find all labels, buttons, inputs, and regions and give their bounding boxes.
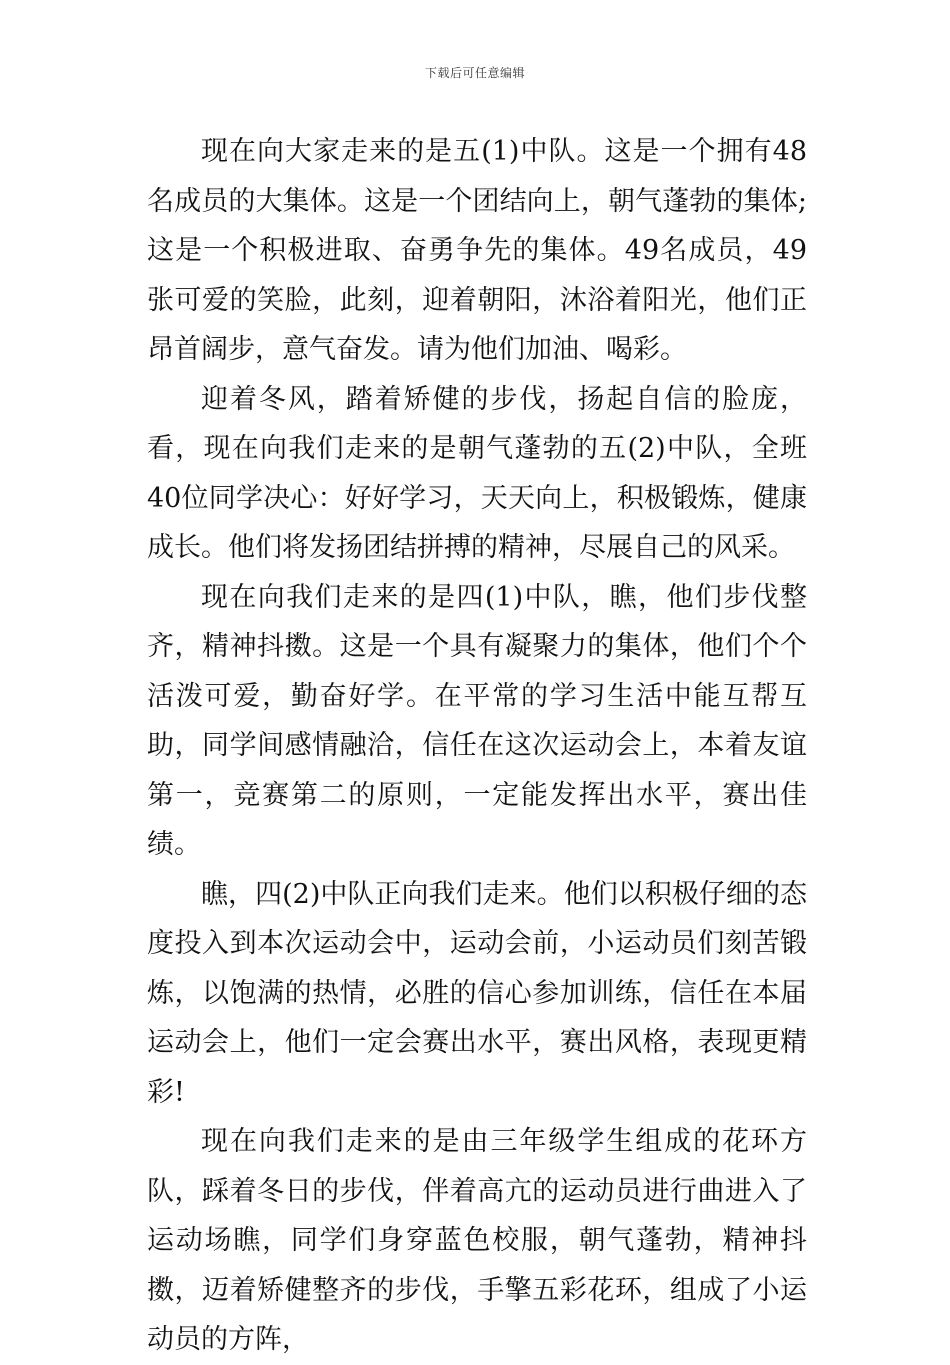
page-header: 下载后可任意编辑 bbox=[424, 66, 525, 80]
paragraph-1: 现在向大家走来的是五(1)中队。这是一个拥有48名成员的大集体。这是一个团结向上，朝气蓬勃的集体;这是一个积极进取、奋勇争先的集体。49名成员，49张可爱的笑脸，此刻，迎着朝阳，沐浴着阳光，他们正昂首阔步，意气奋发。请为他们加油、喝彩。 bbox=[147, 136, 807, 365]
document-body bbox=[147, 127, 807, 1365]
paragraph-4: 瞧，四(2)中队正向我们走来。他们以积极仔细的态度投入到本次运动会中，运动会前，小运动员们刻苦锻炼，以饱满的热情，必胜的信心参加训练，信任在本届运动会上，他们一定会赛出水平，赛出风格，表现更精彩! bbox=[147, 878, 807, 1108]
paragraph-2: 迎着冬风，踏着矫健的步伐，扬起自信的脸庞，看，现在向我们走来的是朝气蓬勃的五(2)中队，全班40位同学决心：好好学习，天天向上，积极锻炼，健康成长。他们将发扬团结拼搏的精神，尽展自己的风采。 bbox=[147, 383, 807, 563]
paragraph-3: 现在向我们走来的是四(1)中队，瞧，他们步伐整齐，精神抖擞。这是一个具有凝聚力的集体，他们个个活泼可爱，勤奋好学。在平常的学习生活中能互帮互助，同学间感情融洽，信任在这次运动会上，本着友谊第一，竞赛第二的原则，一定能发挥出水平，赛出佳绩。 bbox=[147, 581, 807, 860]
paragraph-5: 现在向我们走来的是由三年级学生组成的花环方队，踩着冬日的步伐，伴着高亢的运动员进行曲进入了运动场瞧，同学们身穿蓝色校服，朝气蓬勃，精神抖擞，迈着矫健整齐的步伐，手擎五彩花环，组成了小运动员的方阵， bbox=[147, 1126, 807, 1355]
